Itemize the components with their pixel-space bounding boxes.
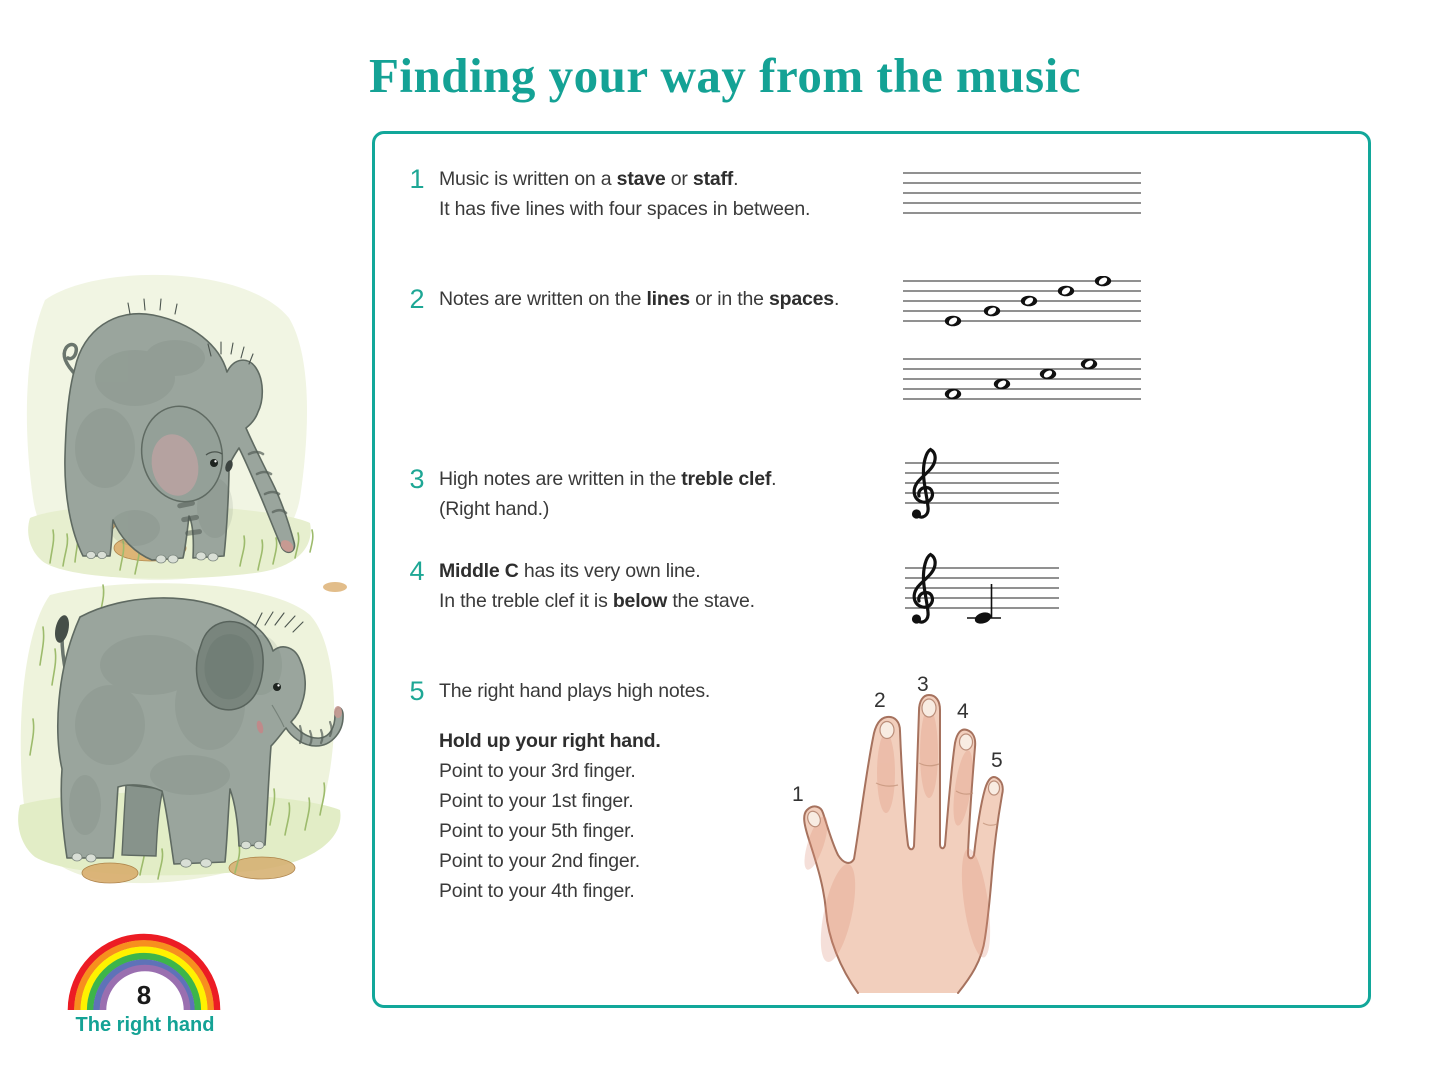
- text-line: [439, 676, 710, 706]
- instruction-2-text: [439, 284, 839, 314]
- elephant-eye: [210, 459, 218, 467]
- notes-on-lines-figure: [903, 276, 1143, 333]
- elephant-bending-illustration: [15, 258, 325, 593]
- instruction-5-text: [439, 676, 710, 706]
- page-number: 8: [136, 980, 152, 1010]
- text-line: [439, 494, 776, 524]
- text-segment: .: [733, 168, 739, 190]
- text-segment: Middle C: [439, 560, 519, 582]
- instruction-1-text: [439, 164, 810, 224]
- text-segment: lines: [646, 288, 690, 310]
- treble-clef-icon: [912, 555, 935, 624]
- exercise-step: Point to your 1st finger.: [439, 790, 634, 812]
- text-line: [439, 586, 755, 616]
- treble-clef-icon: [912, 450, 935, 519]
- item-number-2: 2: [409, 284, 425, 314]
- instruction-3-text: [439, 464, 776, 524]
- text-segment: The right hand plays high notes.: [439, 680, 711, 702]
- text-segment: Notes are written on the: [439, 288, 647, 310]
- middle-c-note: [967, 584, 1001, 626]
- exercise-heading: Hold up your right hand.: [439, 730, 661, 752]
- exercise-step: Point to your 4th finger.: [439, 880, 635, 902]
- finger-label-4: 4: [957, 700, 969, 723]
- finger-label-3: 3: [917, 673, 929, 696]
- empty-stave-figure: [903, 169, 1143, 222]
- item-number-3: 3: [409, 464, 425, 494]
- finger-label-1: 1: [792, 783, 804, 806]
- treble-clef-figure: [903, 441, 1063, 530]
- hand-exercise: [439, 726, 661, 906]
- middle-c-figure: [903, 546, 1063, 635]
- exercise-step: Point to your 2nd finger.: [439, 850, 640, 872]
- item-number-4: 4: [409, 556, 425, 586]
- text-segment: (Right hand.): [439, 498, 550, 520]
- text-segment: spaces: [769, 288, 834, 310]
- text-segment: .: [771, 468, 777, 490]
- finger-label-5: 5: [991, 749, 1003, 772]
- footer-section-label: The right hand: [75, 1014, 215, 1036]
- text-line: [439, 284, 839, 314]
- text-segment: stave: [616, 168, 666, 190]
- text-line: [439, 164, 810, 194]
- text-segment: the stave.: [667, 590, 755, 612]
- elephant-walking-illustration: [10, 575, 360, 900]
- notes-in-spaces-figure: [903, 354, 1143, 411]
- text-line: [439, 464, 776, 494]
- text-segment: or in the: [689, 288, 769, 310]
- text-segment: staff: [692, 168, 734, 190]
- text-segment: Music is written on a: [439, 168, 617, 190]
- right-hand-figure: [780, 663, 1045, 1003]
- elephant-eye: [273, 683, 281, 691]
- text-segment: treble clef: [681, 468, 772, 490]
- text-segment: or: [665, 168, 693, 190]
- text-segment: High notes are written in the: [439, 468, 682, 490]
- text-segment: .: [833, 288, 840, 310]
- text-segment: It has five lines with four spaces in between.: [439, 198, 811, 220]
- page-title: Finding your way from the music: [369, 48, 1081, 103]
- item-number-1: 1: [409, 164, 425, 194]
- finger-label-2: 2: [874, 689, 886, 712]
- text-segment: has its very own line.: [518, 560, 701, 582]
- item-number-5: 5: [409, 676, 425, 706]
- text-line: [439, 194, 810, 224]
- exercise-step: Point to your 5th finger.: [439, 820, 635, 842]
- text-segment: below: [612, 590, 668, 612]
- instruction-4-text: [439, 556, 755, 616]
- exercise-step: Point to your 3rd finger.: [439, 760, 636, 782]
- text-segment: In the treble clef it is: [439, 590, 613, 612]
- text-line: [439, 556, 755, 586]
